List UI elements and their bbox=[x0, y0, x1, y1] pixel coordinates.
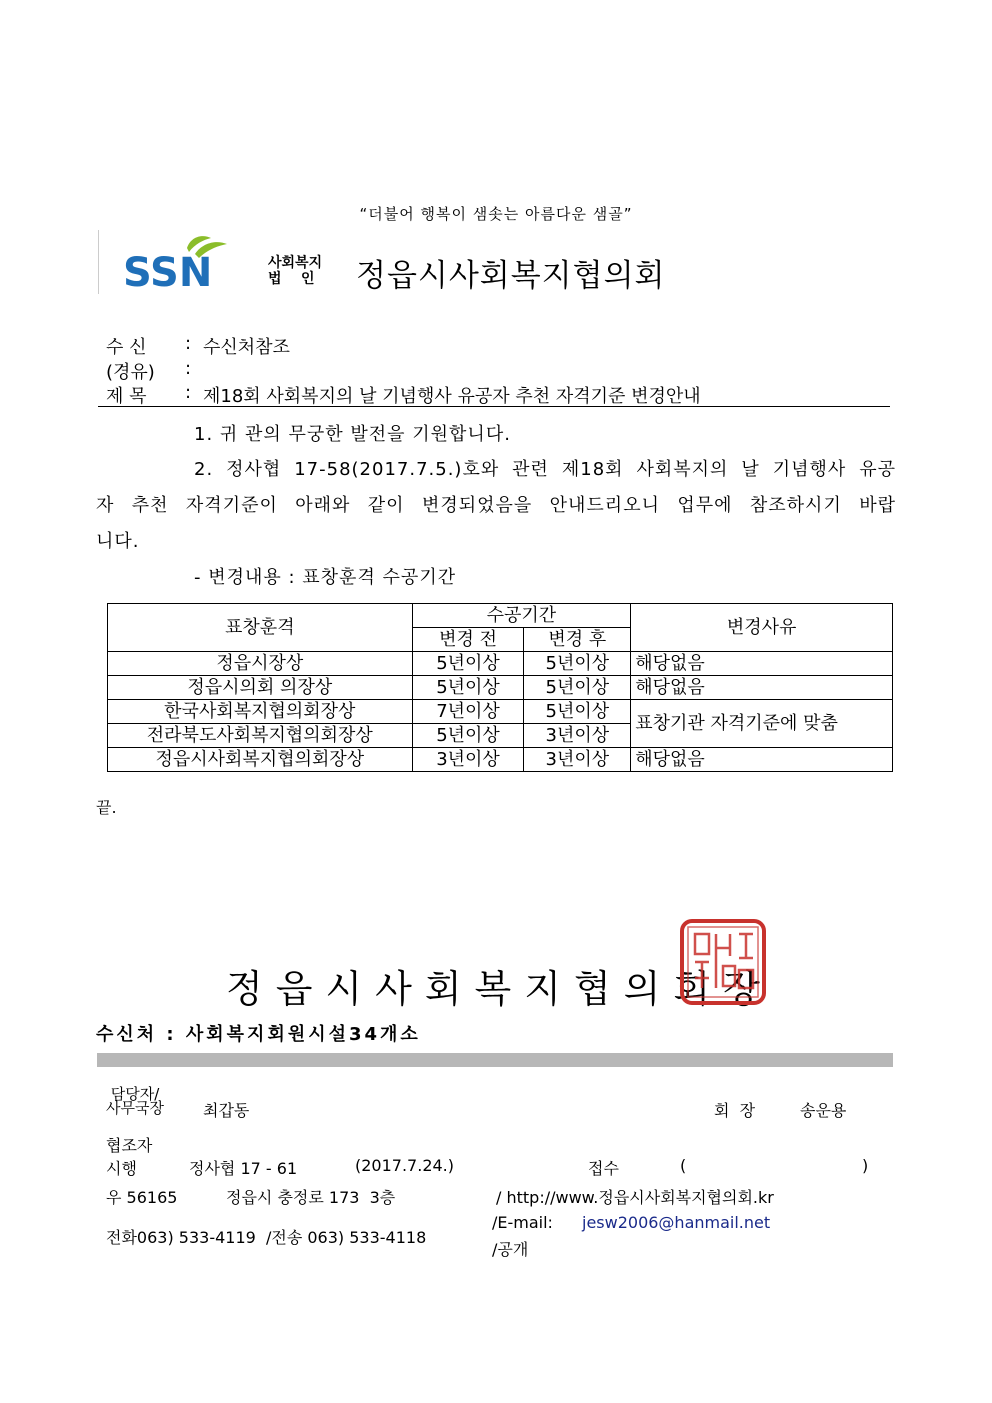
row-before: 7년이상 bbox=[412, 700, 524, 724]
staff-name: 최갑동 bbox=[203, 1101, 250, 1120]
footer-divider-bar bbox=[97, 1053, 893, 1067]
row-before: 5년이상 bbox=[412, 676, 524, 700]
row-before: 5년이상 bbox=[412, 724, 524, 748]
staff-label bbox=[106, 1087, 164, 1115]
row-award: 정읍시사회복지협의회장상 bbox=[108, 748, 413, 772]
to-value: 수신처참조 bbox=[203, 337, 290, 358]
row-after: 5년이상 bbox=[524, 652, 631, 676]
exec-date: (2017.7.24.) bbox=[355, 1156, 454, 1175]
row-before: 3년이상 bbox=[412, 748, 524, 772]
email-link[interactable]: jesw2006@hanmail.net bbox=[582, 1213, 771, 1232]
signer-title: 정읍시사회복지협의회장 bbox=[226, 967, 773, 1011]
official-seal-image bbox=[679, 918, 767, 1006]
receipt-label: 접수 bbox=[588, 1159, 619, 1178]
row-after: 3년이상 bbox=[524, 748, 631, 772]
row-after: 5년이상 bbox=[524, 700, 631, 724]
table-row bbox=[108, 652, 893, 676]
row-award: 정읍시장상 bbox=[108, 652, 413, 676]
change-table bbox=[107, 603, 893, 772]
end-mark: 끝. bbox=[96, 798, 117, 817]
paragraph-1: 1. 귀 관의 무궁한 발전을 기원합니다. bbox=[194, 424, 511, 445]
email-label: /E-mail: bbox=[492, 1213, 553, 1232]
row-reason: 해당없음 bbox=[631, 652, 893, 676]
via-colon: : bbox=[185, 358, 192, 379]
header-award: 표창훈격 bbox=[108, 604, 413, 652]
slogan: “더불어 행복이 샘솟는 아름다운 샘골” bbox=[359, 205, 633, 223]
phone-fax: 전화063) 533-4119 /전송 063) 533-4118 bbox=[106, 1228, 427, 1247]
exec-number: 정사협 17 - 61 bbox=[189, 1159, 298, 1178]
postal-code: 우 56165 bbox=[106, 1188, 178, 1207]
row-after: 3년이상 bbox=[524, 724, 631, 748]
cooperator-label: 협조자 bbox=[106, 1136, 153, 1155]
paragraph-2-line-1: 2. 정사협 17-58(2017.7.5.)호와 관련 제18회 사회복지의 날 기념행사 유공 bbox=[194, 459, 896, 480]
table-row bbox=[108, 748, 893, 772]
public-disclosure: /공개 bbox=[492, 1240, 529, 1259]
receipt-open: ( bbox=[680, 1156, 687, 1175]
address: 정읍시 충정로 173 3층 bbox=[226, 1188, 396, 1207]
website-link[interactable]: / http://www.정읍시사회복지협의회.kr bbox=[496, 1188, 774, 1207]
row-award: 정읍시의회 의장상 bbox=[108, 676, 413, 700]
header-divider bbox=[98, 406, 890, 407]
exec-label: 시행 bbox=[106, 1159, 137, 1178]
header-before: 변경 전 bbox=[412, 628, 524, 652]
president-label: 회 장 bbox=[714, 1101, 756, 1120]
receipt-close: ) bbox=[862, 1156, 869, 1175]
official-seal bbox=[679, 918, 767, 1006]
row-reason: 해당없음 bbox=[631, 748, 893, 772]
corporation-type bbox=[268, 255, 322, 287]
president-name: 송운용 bbox=[800, 1101, 847, 1120]
svg-text:SSN: SSN bbox=[123, 250, 213, 294]
table-row bbox=[108, 676, 893, 700]
staff-label-line2: 사무국장 bbox=[106, 1099, 164, 1117]
row-reason: 해당없음 bbox=[631, 676, 893, 700]
row-after: 5년이상 bbox=[524, 676, 631, 700]
row-reason-merged: 표창기관 자격기준에 맞춤 bbox=[631, 700, 893, 748]
row-before: 5년이상 bbox=[412, 652, 524, 676]
ssn-logo-mark bbox=[99, 230, 249, 294]
corporation-type-line2: 법 인 bbox=[268, 271, 315, 287]
to-colon: : bbox=[185, 333, 192, 354]
change-summary: - 변경내용 : 표창훈격 수공기간 bbox=[194, 567, 457, 588]
organization-name: 정읍시사회복지협의회 bbox=[356, 258, 666, 294]
corporation-type-line1: 사회복지 bbox=[268, 255, 323, 271]
recipients-line: 수신처 : 사회복지회원시설34개소 bbox=[96, 1024, 421, 1045]
header-period: 수공기간 bbox=[412, 604, 631, 628]
subject-label: 제 목 bbox=[106, 386, 147, 407]
row-award: 전라북도사회복지협의회장상 bbox=[108, 724, 413, 748]
staff-label-line1: 담당자/ bbox=[110, 1085, 160, 1103]
via-label: (경유) bbox=[106, 362, 155, 383]
paragraph-2-line-3: 니다. bbox=[96, 531, 140, 552]
table-header-row bbox=[108, 604, 893, 628]
to-label: 수 신 bbox=[106, 337, 147, 358]
table-row bbox=[108, 700, 893, 724]
row-award: 한국사회복지협의회장상 bbox=[108, 700, 413, 724]
paragraph-2-line-2: 자 추천 자격기준이 아래와 같이 변경되었음을 안내드리오니 업무에 참조하시기 바랍 bbox=[96, 495, 896, 516]
header-after: 변경 후 bbox=[524, 628, 631, 652]
subject-colon: : bbox=[185, 382, 192, 403]
subject-value: 제18회 사회복지의 날 기념행사 유공자 추천 자격기준 변경안내 bbox=[203, 386, 701, 407]
header-reason: 변경사유 bbox=[631, 604, 893, 652]
ssn-logo bbox=[98, 230, 249, 294]
